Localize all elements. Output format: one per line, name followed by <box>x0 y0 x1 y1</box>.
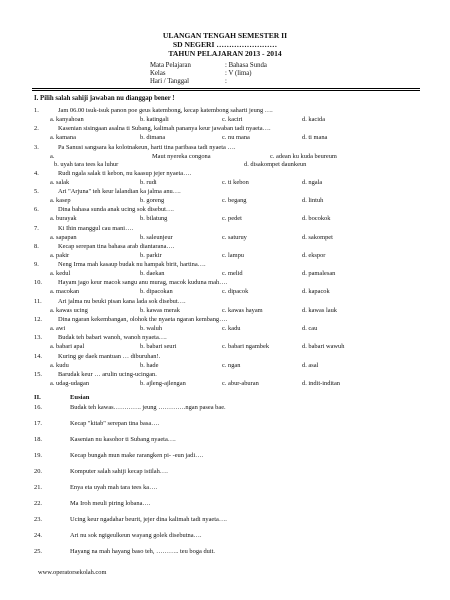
answer-option[interactable]: b. kawas merak <box>140 306 180 314</box>
question-number: 5. <box>34 187 39 195</box>
divider <box>32 90 420 91</box>
answer-option[interactable]: c. melid <box>222 270 243 278</box>
answer-option[interactable]: d. sakompet <box>302 233 333 241</box>
question-text: Ari jalma nu beuki pisan kana lada sok disebut…. <box>58 297 186 305</box>
answer-option[interactable]: b. hade <box>140 361 159 369</box>
answer-option[interactable]: d. kawas lauk <box>302 306 337 314</box>
question-number: 7. <box>34 224 39 232</box>
question-number: 11. <box>34 297 42 305</box>
question-number: 2. <box>34 125 39 133</box>
answer-option[interactable]: c. pedet <box>222 215 242 223</box>
answer-option[interactable]: b. waluh <box>140 325 163 332</box>
answer-option[interactable]: d. disakompet daunkeun <box>244 160 307 168</box>
answer-option[interactable]: a. burayak <box>50 215 77 223</box>
answer-option[interactable]: b. bilatung <box>140 215 168 223</box>
question-text: Hayam jago keur macok sangu anu murag, macok kuduna mah…. <box>58 279 228 287</box>
header-school: SD NEGERI …………………… <box>172 40 278 49</box>
question-text: Dina bahasa sunda anak ucing sok disebut…. <box>58 206 174 214</box>
answer-option[interactable]: c. ti kebon <box>222 178 249 186</box>
meta-date: Hari / Tanggal : <box>150 78 227 85</box>
essay-text: Kecap bungah mun make rarangken pi- -eun jadi…. <box>70 452 204 459</box>
question-text: Pa Sanusi sangsara ka kolotnakeun, harti tina paribasa tadi nyaeta …. <box>58 143 236 151</box>
question-text: Ari "Arjuna" teh keur lalandian ka jalma anu…. <box>58 187 181 195</box>
essay-number: 24. <box>34 532 42 539</box>
answer-option[interactable]: d. indit-inditan <box>302 379 340 387</box>
section2-number: II. <box>34 394 41 401</box>
essay-number: 20. <box>34 468 42 475</box>
essay-text: Enya eta uyah mah tara tees ka…. <box>70 484 158 491</box>
answer-option[interactable]: c. ngan <box>222 361 241 369</box>
essay-number: 22. <box>34 500 42 507</box>
essay-text: Budak teh kawas…………. jeung ………….ngan pasea bae. <box>70 404 226 411</box>
essay-number: 16. <box>34 404 42 411</box>
answer-option[interactable]: a. kawas ucing <box>50 306 88 314</box>
answer-option[interactable]: c. babari ngambek <box>222 343 270 351</box>
essay-text: Komputer salah sahiji kecap istilah…. <box>70 468 168 475</box>
answer-option[interactable]: c. kadu <box>222 325 241 332</box>
question-text: Kasenian sisingaan asalna ti Subang, kalimah pananya keur jawaban tadi nyaeta…. <box>58 125 271 133</box>
question-number: 3. <box>34 143 39 151</box>
answer-option[interactable]: b. uyah tara tees ka luhur <box>54 160 119 168</box>
answer-option[interactable]: a. sapapan <box>50 233 77 241</box>
answer-option[interactable]: d. cau <box>302 325 318 332</box>
answer-option[interactable]: c. lampu <box>222 251 245 259</box>
answer-option[interactable]: a. babari apal <box>50 343 85 351</box>
question-text: Rudi ngala salak ti kebon, nu kaasup jejer nyaeta…. <box>58 169 192 177</box>
section2-title: Eusian <box>70 394 90 401</box>
answer-option[interactable]: c. nu mana <box>222 134 250 142</box>
answer-option[interactable]: b. ajleng-ajlengan <box>140 379 186 387</box>
answer-option[interactable]: b. katingali <box>140 116 169 123</box>
essay-number: 25. <box>34 548 42 555</box>
question-number: 15. <box>34 370 42 378</box>
answer-option[interactable]: d. pamalesan <box>302 270 336 278</box>
answer-option[interactable]: b. daekan <box>140 270 165 278</box>
essay-number: 19. <box>34 452 42 459</box>
question-number: 14. <box>34 352 42 360</box>
essay-number: 21. <box>34 484 42 491</box>
answer-option[interactable]: a. kudu <box>50 361 69 369</box>
essay-number: 18. <box>34 436 42 443</box>
answer-option[interactable]: d. bocokok <box>302 215 331 223</box>
answer-option[interactable]: d. ekspor <box>302 251 326 259</box>
divider <box>32 88 420 89</box>
question-number: 10. <box>34 279 42 287</box>
meta-class: Kelas : V (lima) <box>150 70 252 77</box>
answer-option[interactable]: b. dipacokan <box>140 288 173 296</box>
answer-option[interactable]: a. kanyahoan <box>50 116 84 123</box>
answer-option[interactable]: a. awi <box>50 325 66 332</box>
question-text: Jam 06.00 isuk-isuk panon poe geus katembong, kecap katembong saharti jeung …. <box>58 107 273 114</box>
answer-option[interactable]: c. begang <box>222 196 247 204</box>
essay-text: Kasenian nu kasohor ti Subang nyaeta…. <box>70 436 176 443</box>
answer-option[interactable]: d. ti mana <box>302 134 328 142</box>
answer-option[interactable]: a. kedul <box>50 270 71 278</box>
header-year: TAHUN PELAJARAN 2013 - 2014 <box>168 49 282 58</box>
essay-number: 17. <box>34 420 42 427</box>
meta-subject: Mata Pelajaran : Bahasa Sunda <box>150 62 267 69</box>
question-text: Neng Irma mah kasaup budak nu hampak birit, hartina…. <box>58 261 206 269</box>
answer-option[interactable]: a. macokan <box>50 288 80 296</box>
answer-option[interactable]: c. kawas hayam <box>222 306 263 314</box>
answer-option[interactable]: b. babari seuri <box>140 343 177 351</box>
question-text: Kuring ge daek mantuan … diburuhan!. <box>58 352 161 360</box>
answer-option[interactable]: d. lintuh <box>302 196 324 204</box>
answer-option[interactable]: c. dipacok <box>222 288 249 296</box>
answer-option[interactable]: a. <box>50 152 55 160</box>
answer-option[interactable]: c. kaciri <box>222 116 243 123</box>
answer-option[interactable]: a. kasep <box>50 196 71 204</box>
answer-option[interactable]: a. pakir <box>50 251 70 259</box>
essay-text: Kecap "kitab" serepan tina basa…. <box>70 420 160 427</box>
answer-option[interactable]: b. saleunjeur <box>140 233 173 241</box>
answer-option[interactable]: c. adean ku kuda beureum <box>270 152 337 160</box>
answer-option[interactable]: a. salak <box>50 178 70 186</box>
question-text: Barudak keur … arulin ucing-ucingan. <box>58 370 157 378</box>
answer-option[interactable]: b. dimana <box>140 134 166 142</box>
section-title: I. Pilih salah sahiji jawaban nu dianggap bener ! <box>34 95 175 102</box>
answer-option[interactable]: d. babari wawuh <box>302 343 345 351</box>
answer-option[interactable]: c. abur-aburan <box>222 379 259 387</box>
question-number: 1. <box>34 107 39 114</box>
question-number: 9. <box>34 261 39 269</box>
question-text: Budak teh babari wanoh, wanoh nyaeta…. <box>58 334 167 342</box>
essay-text: Hayang na mah hayang baso teh, ……….. teu boga duit. <box>70 548 215 555</box>
question-number: 8. <box>34 242 39 250</box>
essay-text: Ari nu sok ngigeulkeun wayang golek disebutna…. <box>70 532 202 539</box>
question-text: Kecap serepan tina bahasa arab diantarana…. <box>58 242 175 250</box>
essay-number: 23. <box>34 516 42 523</box>
answer-option[interactable]: b. goreng <box>140 196 165 204</box>
answer-option[interactable]: d. ngala <box>302 178 323 186</box>
answer-option[interactable]: Maut nyereka congona <box>152 152 211 160</box>
answer-option[interactable]: d. kapacok <box>302 288 330 296</box>
question-text: Dina ngaran kekembangan, olohok the nyaeta ngaran kembang…. <box>58 316 228 323</box>
answer-option[interactable]: b. parkir <box>140 251 162 259</box>
question-number: 12. <box>34 316 42 323</box>
header-title: ULANGAN TENGAH SEMESTER II <box>162 31 288 40</box>
answer-option[interactable]: a. udag-udagan <box>50 379 90 387</box>
answer-option[interactable]: d. kacida <box>302 116 326 123</box>
essay-text: Ma Iroh meuli piring lobana…. <box>70 500 151 507</box>
footer-url: www.operatorsekolah.com <box>38 569 107 576</box>
answer-option[interactable]: a. kamana <box>50 134 76 142</box>
essay-text: Ucing keur ngadahar beurit, jejer dina kalimah tadi nyaeta…. <box>70 516 227 523</box>
question-text: Ki Ihin manggul cau mani…. <box>58 224 134 232</box>
answer-option[interactable]: d. asal <box>302 361 319 369</box>
answer-option[interactable]: c. saturuy <box>222 233 247 241</box>
answer-option[interactable]: b. rudi <box>140 178 157 186</box>
question-number: 4. <box>34 169 39 177</box>
question-number: 13. <box>34 334 42 342</box>
question-number: 6. <box>34 206 39 214</box>
